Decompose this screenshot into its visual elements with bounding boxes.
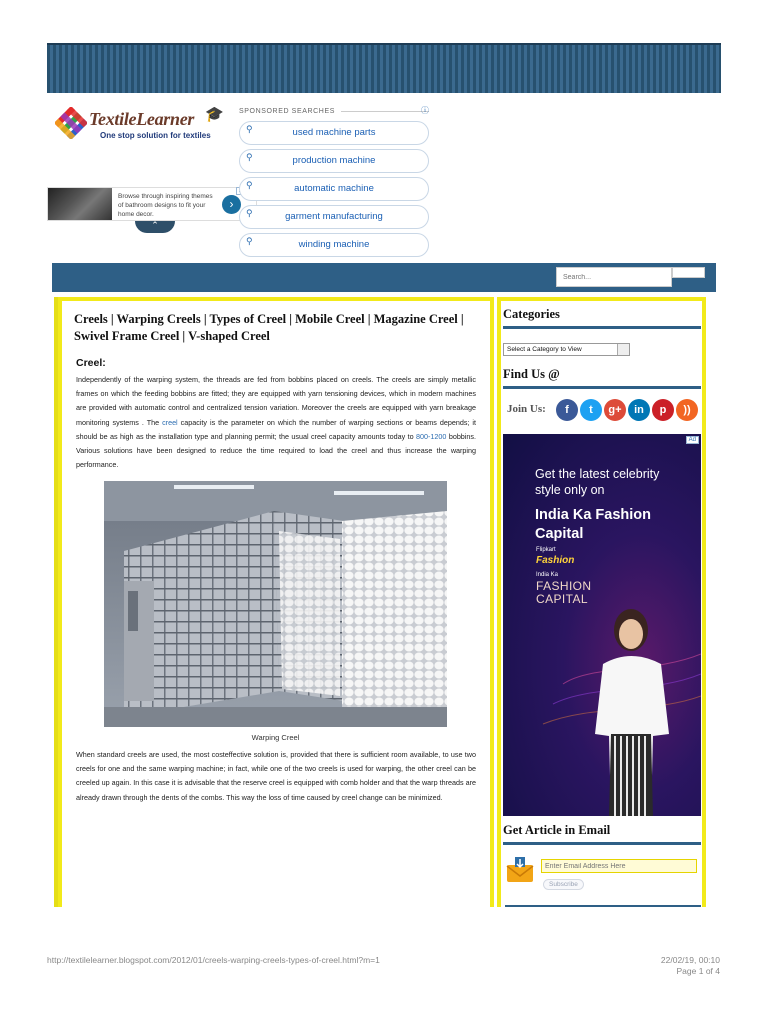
article — [58, 297, 494, 907]
ad-line2: India Ka Fashion Capital — [535, 507, 652, 542]
search-icon: ⚲ — [246, 152, 253, 162]
linkedin-icon[interactable]: in — [628, 399, 650, 421]
sponsored-search-button[interactable]: ⚲ garment manufacturing — [239, 205, 429, 229]
sponsored-searches — [239, 105, 429, 257]
search-icon: ⚲ — [246, 124, 253, 134]
sponsored-heading: SPONSORED SEARCHES — [239, 105, 429, 117]
search-input[interactable] — [556, 267, 672, 287]
capacity-link[interactable]: 800-1200 — [416, 431, 447, 441]
site-logo[interactable] — [55, 105, 235, 147]
sidebar-divider — [505, 905, 701, 907]
ad-brand-small: Flipkart — [536, 547, 556, 553]
search-button[interactable] — [672, 267, 705, 278]
subscribe-button[interactable]: Subscribe — [543, 879, 584, 890]
warping-creel-image — [104, 481, 447, 727]
sponsored-search-button[interactable]: ⚲ winding machine — [239, 233, 429, 257]
image-caption: Warping Creel — [251, 733, 300, 742]
ad-line1: Get the latest celebrity style only on — [535, 467, 660, 497]
google-plus-icon[interactable]: g+ — [604, 399, 626, 421]
model-figure-image — [503, 434, 701, 816]
get-article-heading: Get Article in Email — [503, 823, 701, 845]
sponsored-search-button[interactable]: ⚲ used machine parts — [239, 121, 429, 145]
logo-tagline: One stop solution for textiles — [100, 131, 211, 140]
ad-text: Browse through inspiring themes of bathroom designs to fit your home decor. — [118, 193, 213, 218]
sponsored-search-button[interactable]: ⚲ production machine — [239, 149, 429, 173]
article-subheading: Creel: — [76, 357, 106, 369]
facebook-icon[interactable]: f — [556, 399, 578, 421]
bathroom-ad[interactable] — [47, 187, 257, 221]
article-paragraph: Independently of the warping system, the threads are fed from bobbins placed on creels. The creels are simply metallic frames on which the feeding bobbins are fitted; they are equipped with yarn tensioning devices, which in modern machines are provided with automatic control and centralized tension variation. Moreover the creels are equipped with yarn breakage monitoring systems . The creel capacity is the parameter on which the number of warping sections or beams depends; it should be as high as the installation type and planning permit; the usual creel capacity amounts today to 800-1200 bobbins. Various solutions have been designed to reduce the time required to load the creel and thus increase the warping performance. — [76, 375, 476, 470]
logo-mark-icon — [55, 107, 87, 139]
footer-page-number: Page 1 of 4 — [676, 966, 720, 976]
footer-date: 22/02/19, 00:10 — [660, 955, 720, 965]
rss-icon[interactable]: )) — [676, 399, 698, 421]
ad-brand: Fashion — [536, 555, 575, 566]
ad-capsule: FASHION CAPITAL — [536, 579, 592, 606]
category-select[interactable]: Select a Category to View — [503, 343, 630, 356]
fashion-ad[interactable] — [503, 434, 701, 816]
twitter-icon[interactable]: t — [580, 399, 602, 421]
join-us-label: Join Us: — [507, 403, 546, 415]
graduation-cap-icon: 🎓 — [205, 106, 224, 123]
ad-badge[interactable]: Ad — [686, 436, 699, 444]
search-icon: ⚲ — [246, 208, 253, 218]
chevron-right-icon[interactable]: › — [222, 195, 241, 214]
footer-url: http://textilelearner.blogspot.com/2012/01/creels-warping-creels-types-of-creel.html?m=1 — [47, 955, 380, 965]
chevron-up-icon[interactable]: ⌃ — [135, 221, 175, 233]
email-field[interactable] — [541, 859, 697, 873]
email-icon — [505, 855, 535, 885]
site-header — [47, 95, 721, 260]
article-paragraph: When standard creels are used, the most costeffective solution is, provided that there is sufficient room available, to use two creels for one and the same warping machine; in fact, while one of the two creels is used for warping, the other creel can be creeled up again. In this case it is advisable that the reserve creel is equipped with comb holder and that the warp threads are already drawn through the dents of the combs. This way the loss of time caused by creel change can be minimized. — [76, 750, 476, 802]
search-icon: ⚲ — [246, 180, 253, 190]
top-banner — [47, 43, 721, 93]
find-us-heading: Find Us @ — [503, 367, 701, 389]
ad-capsule-small: India Ka — [536, 572, 559, 578]
logo-name: TextileLearner — [89, 109, 195, 129]
sidebar — [497, 297, 706, 907]
chevron-down-icon — [617, 344, 629, 355]
ad-thumbnail — [48, 188, 112, 220]
search-icon: ⚲ — [246, 236, 253, 246]
sponsored-search-button[interactable]: ⚲ automatic machine — [239, 177, 429, 201]
categories-heading: Categories — [503, 307, 701, 329]
creel-link[interactable]: creel — [162, 417, 178, 427]
pinterest-icon[interactable]: p — [652, 399, 674, 421]
article-title: Creels | Warping Creels | Types of Creel | Mobile Creel | Magazine Creel | Swivel Frame Creel | V-shaped Creel — [74, 312, 464, 343]
info-icon[interactable]: ⓘ — [421, 106, 429, 115]
